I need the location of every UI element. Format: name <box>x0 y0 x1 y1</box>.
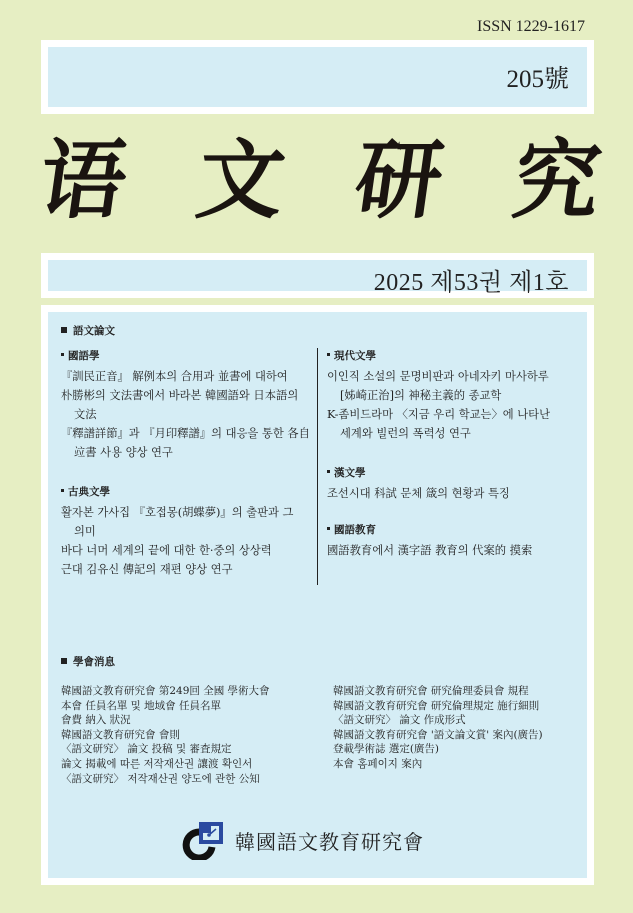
category-group <box>61 484 324 579</box>
issue-banner <box>41 40 594 114</box>
article-entry: K-좀비드라마 〈지금 우리 학교는〉에 나타난 세계와 빌런의 폭력성 연구 <box>327 408 550 440</box>
volume-info: 2025 제53권 제1호 <box>373 270 569 296</box>
dot-bullet-icon <box>327 353 330 356</box>
article-entry: 『訓民正音』 解例本의 合用과 並書에 대하여 <box>61 370 288 383</box>
news-item: 韓國語文教育研究會 研究倫理規定 施行細則 <box>333 699 540 712</box>
square-bullet-icon <box>61 658 67 664</box>
news-item: 論文 揭載에 따른 저작재산권 讓渡 확인서 <box>61 757 253 770</box>
news-item: 韓國語文教育研究會 研究倫理委員會 規程 <box>333 685 529 697</box>
volume-banner <box>41 253 594 298</box>
category-label: 國語學 <box>61 348 324 363</box>
journal-title <box>32 126 608 236</box>
category-label: 古典文學 <box>61 484 324 499</box>
news-item: 韓國語文教育研究會 '語文論文賞' 案內(廣告) <box>333 728 543 741</box>
article-entry: 國語教育에서 漢字語 教育의 代案的 摸索 <box>327 544 533 557</box>
category-label: 現代文學 <box>327 348 592 363</box>
news-item: 會費 納入 狀況 <box>61 714 131 727</box>
news-item: 本會 任員名單 및 地域會 任員名單 <box>61 699 221 712</box>
news-list-left <box>61 684 321 786</box>
news-item: 〈語文研究〉 論文 作成形式 <box>333 714 466 727</box>
issn-label: ISSN 1229-1617 <box>476 18 585 35</box>
article-entry: 조선시대 科試 문체 箴의 현황과 특징 <box>327 487 510 500</box>
news-item: 韓國語文教育研究會 會則 <box>61 728 180 741</box>
title-char: 文 <box>190 130 292 231</box>
contents-right-column <box>327 348 592 579</box>
section-heading-papers: 語文論文 <box>61 323 115 338</box>
article-entry: 이인직 소설의 문명비판과 아네자키 마사하루 [姊崎正治]의 神秘主義的 종교학 <box>327 370 549 402</box>
publisher-name: 韓國語文教育研究會 <box>235 829 424 854</box>
news-item: 韓國語文教育研究會 第249回 全國 學術大會 <box>61 685 270 697</box>
article-entry: 근대 김유신 傳記의 재편 양상 연구 <box>61 563 233 576</box>
article-entry: 朴勝彬의 文法書에서 바라본 韓國語와 日本語의 文法 <box>61 389 299 421</box>
category-group <box>61 348 324 462</box>
section-heading-news: 學會消息 <box>61 654 115 669</box>
dot-bullet-icon <box>61 489 64 492</box>
issue-number: 205號 <box>506 66 569 93</box>
dot-bullet-icon <box>327 470 330 473</box>
dot-bullet-icon <box>327 527 330 530</box>
news-list-right <box>333 684 603 772</box>
column-divider <box>317 348 318 585</box>
title-char: 研 <box>348 130 450 231</box>
article-entry: 『釋譜詳節』과 『月印釋譜』의 대응을 통한 各自 竝書 사용 양상 연구 <box>61 427 310 459</box>
news-item: 〈語文研究〉 論文 投稿 및 審査規定 <box>61 743 232 756</box>
category-label: 漢文學 <box>327 465 592 480</box>
news-item: 登載學術誌 選定(廣告) <box>333 743 440 756</box>
article-entry: 활자본 가사집 『호접몽(胡蝶夢)』의 출판과 그 의미 <box>61 506 294 538</box>
publisher-logo <box>181 820 424 860</box>
category-group <box>327 348 592 443</box>
category-group <box>327 522 592 560</box>
news-item: 本會 홈페이지 案內 <box>333 757 423 770</box>
contents-left-column <box>61 348 324 598</box>
category-label: 國語教育 <box>327 522 592 537</box>
article-entry: 바다 너머 세계의 끝에 대한 한·중의 상상력 <box>61 544 272 557</box>
square-bullet-icon <box>61 327 67 333</box>
title-char: 语 <box>32 130 134 231</box>
category-group <box>327 465 592 503</box>
news-item: 〈語文研究〉 저작재산권 양도에 관한 公知 <box>61 772 260 785</box>
dot-bullet-icon <box>61 353 64 356</box>
contents-panel <box>41 305 594 885</box>
title-char: 究 <box>506 130 608 231</box>
society-logo-icon <box>181 820 227 860</box>
